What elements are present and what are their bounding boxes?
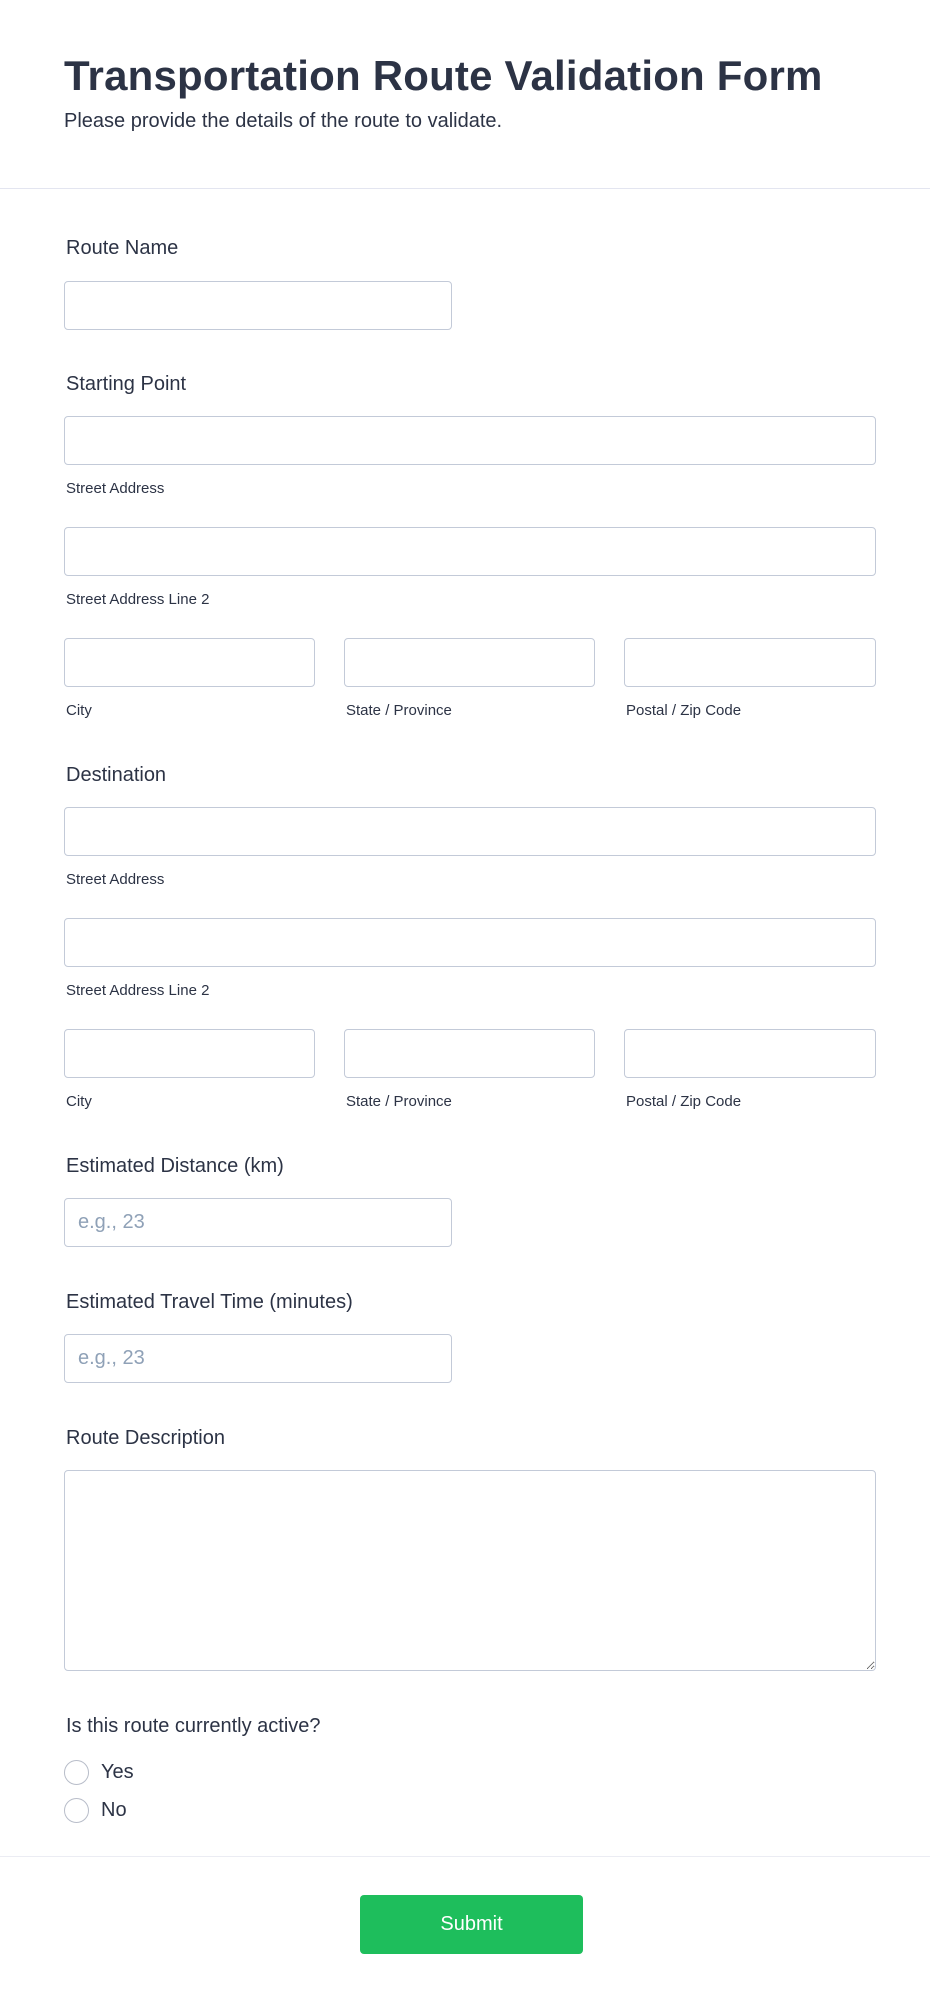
radio-circle-icon[interactable]	[64, 1760, 89, 1785]
travel-time-input[interactable]	[64, 1334, 452, 1383]
starting-street-address-line2-input[interactable]	[64, 527, 876, 576]
travel-time-label: Estimated Travel Time (minutes)	[66, 1291, 353, 1313]
submit-button[interactable]: Submit	[360, 1895, 583, 1954]
starting-state-input[interactable]	[344, 638, 595, 687]
distance-input[interactable]	[64, 1198, 452, 1247]
starting-city-input[interactable]	[64, 638, 315, 687]
distance-label: Estimated Distance (km)	[66, 1155, 284, 1177]
route-name-input[interactable]	[64, 281, 452, 330]
form-subtitle: Please provide the details of the route to validate.	[64, 110, 503, 132]
destination-street-address-sublabel: Street Address	[66, 871, 165, 888]
destination-label: Destination	[66, 764, 167, 786]
description-label: Route Description	[66, 1427, 225, 1449]
destination-city-input[interactable]	[64, 1029, 315, 1078]
starting-state-sublabel: State / Province	[346, 702, 452, 719]
radio-option-no[interactable]	[64, 1797, 127, 1823]
starting-postal-sublabel: Postal / Zip Code	[626, 702, 742, 719]
starting-postal-input[interactable]	[624, 638, 876, 687]
destination-postal-input[interactable]	[624, 1029, 876, 1078]
route-name-label: Route Name	[66, 237, 179, 259]
description-textarea[interactable]	[64, 1470, 876, 1671]
radio-option-yes[interactable]	[64, 1759, 134, 1785]
starting-street-address-sublabel: Street Address	[66, 480, 165, 497]
radio-circle-icon[interactable]	[64, 1798, 89, 1823]
starting-point-label: Starting Point	[66, 373, 187, 395]
active-question-label: Is this route currently active?	[66, 1715, 321, 1737]
starting-city-sublabel: City	[66, 702, 92, 719]
destination-street-address-input[interactable]	[64, 807, 876, 856]
form-title: Transportation Route Validation Form	[64, 52, 823, 99]
footer-divider	[0, 1856, 930, 1857]
destination-city-sublabel: City	[66, 1093, 92, 1110]
form-header	[0, 0, 930, 189]
starting-street-address-line2-sublabel: Street Address Line 2	[66, 591, 210, 608]
destination-state-input[interactable]	[344, 1029, 595, 1078]
radio-label-yes: Yes	[101, 1760, 134, 1783]
radio-label-no: No	[101, 1798, 127, 1821]
destination-street-address-line2-sublabel: Street Address Line 2	[66, 982, 210, 999]
starting-street-address-input[interactable]	[64, 416, 876, 465]
destination-postal-sublabel: Postal / Zip Code	[626, 1093, 742, 1110]
destination-state-sublabel: State / Province	[346, 1093, 452, 1110]
destination-street-address-line2-input[interactable]	[64, 918, 876, 967]
